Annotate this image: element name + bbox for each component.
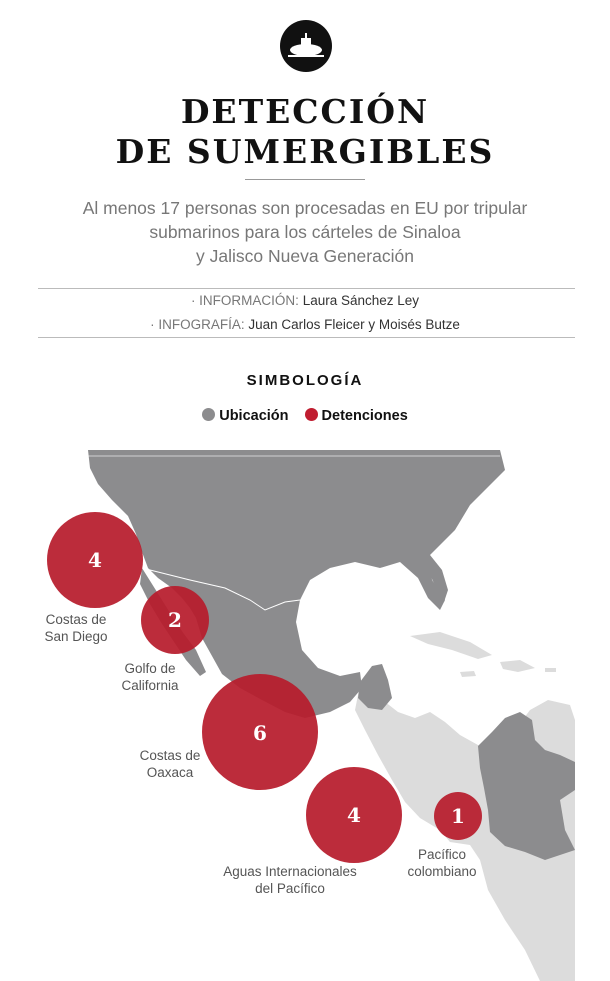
- detention-count: 6: [253, 721, 267, 745]
- credit-information: [0, 293, 610, 308]
- submarine-logo: [280, 20, 332, 72]
- legend-title: SIMBOLOGÍA: [246, 372, 364, 389]
- guatemala-land: [358, 664, 392, 710]
- label-gulf-line2: California: [121, 678, 179, 693]
- marker-colombian-pacific: [434, 792, 482, 840]
- puerto-rico-land: [545, 668, 556, 672]
- marker-international-pacific: [306, 767, 402, 863]
- jamaica-land: [460, 671, 476, 677]
- credit-graphic-value: Juan Carlos Fleicer y Moisés Butze: [248, 317, 460, 332]
- marker-san-diego: [47, 512, 143, 608]
- detention-count: 4: [88, 548, 102, 572]
- detentions-swatch: [305, 408, 318, 421]
- detention-count: 2: [168, 608, 182, 632]
- submarine-icon: [280, 20, 332, 72]
- label-gulf-line1: Golfo de: [124, 661, 176, 676]
- credit-info-value: Laura Sánchez Ley: [302, 293, 420, 308]
- page-title-line1: DETECCIÓN: [180, 92, 430, 131]
- label-colombia-line1: Pacífico: [417, 847, 467, 862]
- detention-count: 1: [451, 804, 465, 828]
- location-swatch: [202, 408, 215, 421]
- title-divider: [245, 179, 365, 180]
- subtitle-line2: submarinos para los cárteles de Sinaloa: [149, 222, 461, 242]
- detention-count: 4: [347, 803, 361, 827]
- marker-oaxaca: [202, 674, 318, 790]
- credit-graphic-key: · INFOGRAFÍA:: [150, 317, 245, 332]
- map: [0, 450, 610, 981]
- credits-bottom-divider: [38, 337, 575, 338]
- subtitle-line1: Al menos 17 personas son procesadas en EU por tripular: [82, 198, 528, 218]
- label-pacific-line1: Aguas Internacionales: [223, 864, 357, 879]
- credits-top-divider: [38, 288, 575, 289]
- legend-detentions-label: Detenciones: [321, 408, 408, 424]
- legend-item-location: [202, 408, 288, 424]
- legend: [0, 408, 610, 424]
- credit-infographic: [0, 317, 610, 332]
- label-san-diego-line1: Costas de: [45, 612, 107, 627]
- marker-gulf-of-california: [141, 586, 209, 654]
- label-pacific-line2: del Pacífico: [255, 881, 325, 896]
- legend-item-detentions: [305, 408, 408, 424]
- page-title-line2: DE SUMERGIBLES: [115, 132, 495, 171]
- subtitle-line3: y Jalisco Nueva Generación: [196, 246, 414, 266]
- cuba-land: [410, 632, 492, 659]
- subtitle: [40, 196, 570, 268]
- label-colombia-line2: colombiano: [407, 864, 477, 879]
- legend-location-label: Ubicación: [219, 408, 289, 424]
- hispaniola-land: [500, 660, 535, 672]
- label-san-diego-line2: San Diego: [44, 629, 108, 644]
- label-oaxaca-line2: Oaxaca: [146, 765, 194, 780]
- label-oaxaca-line1: Costas de: [139, 748, 201, 763]
- credit-info-key: · INFORMACIÓN:: [190, 293, 299, 308]
